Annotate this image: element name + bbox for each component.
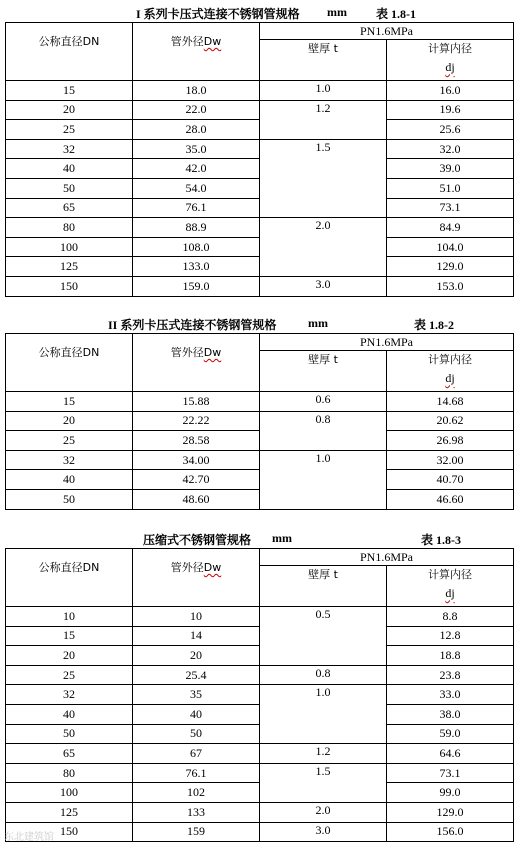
header-pressure-rating: PN1.6MPa: [260, 23, 514, 40]
cell-outer-diameter: 14: [133, 626, 260, 646]
cell-nominal-diameter: 65: [6, 198, 133, 218]
table-row: [6, 411, 514, 431]
cell-inner-diameter: 33.0: [387, 685, 514, 705]
table-title-name: I 系列卡压式连接不锈钢管规格: [136, 7, 300, 21]
cell-nominal-diameter: 65: [6, 744, 133, 764]
cell-wall-thickness: 1.2: [260, 100, 387, 139]
cell-nominal-diameter: 50: [6, 724, 133, 744]
header-inner-diameter-symbol: dj: [445, 371, 455, 385]
cell-outer-diameter: 133.0: [133, 257, 260, 277]
header-pressure-rating: PN1.6MPa: [260, 334, 514, 351]
cell-outer-diameter: 50: [133, 724, 260, 744]
spec-table-1: [5, 22, 514, 297]
header-inner-diameter: [387, 566, 514, 607]
cell-nominal-diameter: 80: [6, 763, 133, 783]
cell-outer-diameter: 42.70: [133, 470, 260, 490]
table-row: [6, 450, 514, 470]
cell-inner-diameter: 46.60: [387, 489, 514, 509]
header-outer-diameter: [133, 23, 260, 81]
cell-inner-diameter: 16.0: [387, 81, 514, 101]
cell-outer-diameter: 67: [133, 744, 260, 764]
header-outer-diameter-symbol: Dw: [203, 35, 222, 48]
cell-outer-diameter: 54.0: [133, 178, 260, 198]
table-row: [6, 139, 514, 159]
header-outer-diameter-symbol: Dw: [203, 346, 222, 359]
header-nominal-diameter: 公称直径DN: [6, 23, 133, 81]
table-title-number: 表 1.8-1: [376, 7, 416, 21]
cell-wall-thickness: 2.0: [260, 802, 387, 822]
cell-nominal-diameter: 32: [6, 450, 133, 470]
cell-outer-diameter: 76.1: [133, 198, 260, 218]
cell-inner-diameter: 73.1: [387, 198, 514, 218]
cell-nominal-diameter: 100: [6, 783, 133, 803]
header-inner-diameter-symbol: dj: [445, 586, 455, 600]
table-row: [6, 81, 514, 101]
cell-outer-diameter: 35: [133, 685, 260, 705]
cell-inner-diameter: 20.62: [387, 411, 514, 431]
table-row: [6, 802, 514, 822]
table-2-title: [0, 316, 521, 332]
cell-inner-diameter: 23.8: [387, 665, 514, 685]
header-inner-diameter-label: 计算内径: [428, 353, 472, 366]
cell-nominal-diameter: 15: [6, 626, 133, 646]
header-nominal-diameter: 公称直径DN: [6, 549, 133, 607]
cell-nominal-diameter: 40: [6, 704, 133, 724]
cell-inner-diameter: 14.68: [387, 392, 514, 412]
cell-inner-diameter: 84.9: [387, 218, 514, 238]
cell-outer-diameter: 22.0: [133, 100, 260, 120]
header-outer-diameter-symbol: Dw: [203, 561, 222, 574]
cell-inner-diameter: 32.00: [387, 450, 514, 470]
cell-inner-diameter: 40.70: [387, 470, 514, 490]
cell-inner-diameter: 39.0: [387, 159, 514, 179]
cell-outer-diameter: 28.0: [133, 120, 260, 140]
table-row: [6, 218, 514, 238]
cell-wall-thickness: 1.0: [260, 81, 387, 101]
header-inner-diameter: [387, 40, 514, 81]
watermark: 东北建筑馆: [4, 832, 54, 843]
cell-inner-diameter: 32.0: [387, 139, 514, 159]
cell-outer-diameter: 42.0: [133, 159, 260, 179]
header-outer-diameter: [133, 334, 260, 392]
table-title-unit: mm: [272, 531, 292, 545]
cell-outer-diameter: 25.4: [133, 665, 260, 685]
cell-outer-diameter: 102: [133, 783, 260, 803]
table-row: [6, 607, 514, 627]
cell-outer-diameter: 76.1: [133, 763, 260, 783]
header-inner-diameter: [387, 351, 514, 392]
cell-nominal-diameter: 10: [6, 607, 133, 627]
cell-nominal-diameter: 25: [6, 120, 133, 140]
cell-inner-diameter: 156.0: [387, 822, 514, 842]
cell-wall-thickness: 3.0: [260, 822, 387, 842]
cell-outer-diameter: 15.88: [133, 392, 260, 412]
table-title-name: II 系列卡压式连接不锈钢管规格: [108, 318, 277, 332]
cell-inner-diameter: 8.8: [387, 607, 514, 627]
table-title-unit: mm: [308, 316, 328, 330]
header-outer-diameter-label: 管外径: [170, 35, 204, 48]
table-row: [6, 100, 514, 120]
cell-nominal-diameter: 150: [6, 822, 133, 842]
header-wall-thickness: 壁厚 t: [260, 40, 387, 81]
cell-inner-diameter: 59.0: [387, 724, 514, 744]
spec-table-2: [5, 333, 514, 510]
table-row: [6, 744, 514, 764]
cell-inner-diameter: 18.8: [387, 646, 514, 666]
cell-wall-thickness: 0.8: [260, 411, 387, 450]
cell-nominal-diameter: 80: [6, 218, 133, 238]
cell-inner-diameter: 51.0: [387, 178, 514, 198]
cell-inner-diameter: 26.98: [387, 431, 514, 451]
cell-outer-diameter: 18.0: [133, 81, 260, 101]
table-row: [6, 763, 514, 783]
cell-inner-diameter: 104.0: [387, 237, 514, 257]
table-row: [6, 276, 514, 296]
cell-wall-thickness: 0.6: [260, 392, 387, 412]
cell-nominal-diameter: 125: [6, 257, 133, 277]
cell-nominal-diameter: 100: [6, 237, 133, 257]
cell-wall-thickness: 1.0: [260, 685, 387, 744]
cell-outer-diameter: 88.9: [133, 218, 260, 238]
cell-inner-diameter: 129.0: [387, 257, 514, 277]
cell-nominal-diameter: 40: [6, 470, 133, 490]
cell-wall-thickness: 3.0: [260, 276, 387, 296]
cell-wall-thickness: 2.0: [260, 218, 387, 277]
cell-inner-diameter: 129.0: [387, 802, 514, 822]
cell-nominal-diameter: 20: [6, 100, 133, 120]
cell-nominal-diameter: 32: [6, 139, 133, 159]
cell-nominal-diameter: 15: [6, 81, 133, 101]
cell-wall-thickness: 0.5: [260, 607, 387, 666]
table-title-number: 表 1.8-3: [421, 533, 461, 547]
cell-wall-thickness: 1.0: [260, 450, 387, 509]
cell-outer-diameter: 108.0: [133, 237, 260, 257]
header-wall-thickness: 壁厚 t: [260, 566, 387, 607]
cell-nominal-diameter: 25: [6, 665, 133, 685]
cell-inner-diameter: 25.6: [387, 120, 514, 140]
cell-nominal-diameter: 32: [6, 685, 133, 705]
cell-outer-diameter: 159.0: [133, 276, 260, 296]
cell-outer-diameter: 20: [133, 646, 260, 666]
cell-wall-thickness: 1.5: [260, 139, 387, 217]
cell-nominal-diameter: 20: [6, 411, 133, 431]
header-outer-diameter: [133, 549, 260, 607]
cell-outer-diameter: 159: [133, 822, 260, 842]
cell-inner-diameter: 99.0: [387, 783, 514, 803]
table-row: [6, 392, 514, 412]
cell-inner-diameter: 19.6: [387, 100, 514, 120]
header-inner-diameter-label: 计算内径: [428, 568, 472, 581]
table-3-title: [0, 531, 521, 547]
header-outer-diameter-label: 管外径: [170, 561, 204, 574]
cell-inner-diameter: 12.8: [387, 626, 514, 646]
cell-outer-diameter: 133: [133, 802, 260, 822]
cell-wall-thickness: 0.8: [260, 665, 387, 685]
cell-nominal-diameter: 20: [6, 646, 133, 666]
spec-table-3: [5, 548, 514, 842]
cell-outer-diameter: 40: [133, 704, 260, 724]
table-title-name: 压缩式不锈钢管规格: [143, 533, 252, 547]
table-title-unit: mm: [327, 5, 347, 19]
header-inner-diameter-symbol: dj: [445, 60, 455, 74]
cell-nominal-diameter: 15: [6, 392, 133, 412]
cell-outer-diameter: 48.60: [133, 489, 260, 509]
cell-nominal-diameter: 40: [6, 159, 133, 179]
cell-nominal-diameter: 150: [6, 276, 133, 296]
header-pressure-rating: PN1.6MPa: [260, 549, 514, 566]
table-row: [6, 685, 514, 705]
cell-inner-diameter: 38.0: [387, 704, 514, 724]
cell-nominal-diameter: 125: [6, 802, 133, 822]
table-row: [6, 822, 514, 842]
cell-nominal-diameter: 50: [6, 178, 133, 198]
header-nominal-diameter: 公称直径DN: [6, 334, 133, 392]
cell-nominal-diameter: 25: [6, 431, 133, 451]
cell-nominal-diameter: 50: [6, 489, 133, 509]
cell-outer-diameter: 10: [133, 607, 260, 627]
cell-outer-diameter: 28.58: [133, 431, 260, 451]
header-wall-thickness: 壁厚 t: [260, 351, 387, 392]
table-title-number: 表 1.8-2: [414, 318, 454, 332]
cell-outer-diameter: 34.00: [133, 450, 260, 470]
header-outer-diameter-label: 管外径: [170, 346, 204, 359]
header-inner-diameter-label: 计算内径: [428, 42, 472, 55]
cell-outer-diameter: 35.0: [133, 139, 260, 159]
cell-inner-diameter: 64.6: [387, 744, 514, 764]
table-1-title: [0, 5, 521, 21]
cell-outer-diameter: 22.22: [133, 411, 260, 431]
cell-inner-diameter: 153.0: [387, 276, 514, 296]
cell-inner-diameter: 73.1: [387, 763, 514, 783]
cell-wall-thickness: 1.2: [260, 744, 387, 764]
table-row: [6, 665, 514, 685]
cell-wall-thickness: 1.5: [260, 763, 387, 802]
